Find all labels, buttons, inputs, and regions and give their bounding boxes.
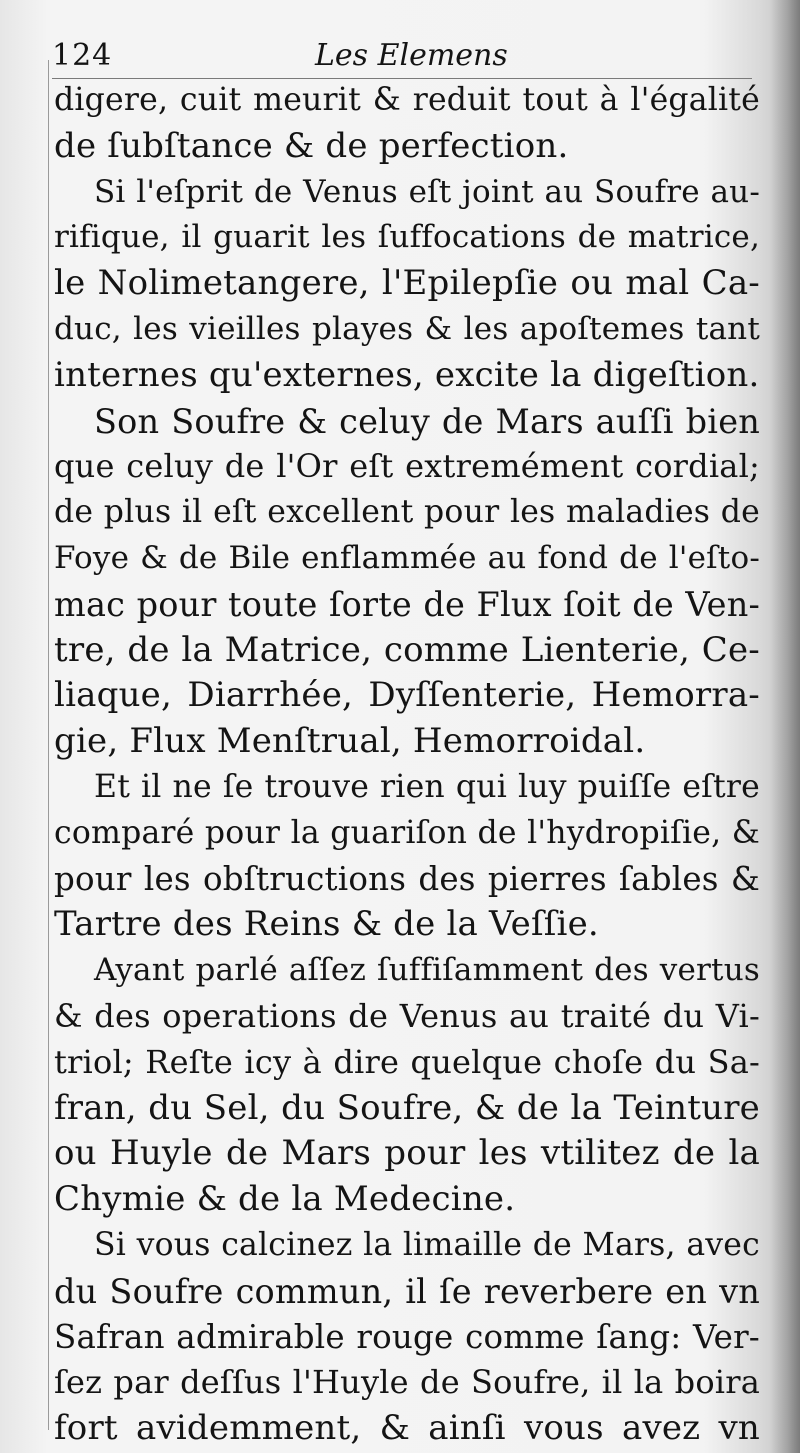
margin-rule xyxy=(48,60,49,1430)
text-line: pour les obſtructions des pierres ſables & xyxy=(54,859,760,898)
text-line: Ayant parlé aſſez ſuffiſamment des vertus xyxy=(94,952,760,989)
text-line: Chymie & de la Medecine. xyxy=(54,1179,516,1220)
text-line: tre, de la Matrice, comme Lienterie, Ce- xyxy=(54,629,760,670)
text-line: duc, les vieilles playes & les apoſtemes tant xyxy=(54,310,760,347)
text-line: ſez par deſſus l'Huyle de Soufre, il la boira xyxy=(54,1363,760,1402)
text-line: le Nolimetangere, l'Epilepſie ou mal Ca- xyxy=(54,263,760,304)
text-line: fran, du Sel, du Soufre, & de la Teinture xyxy=(54,1087,760,1128)
text-line: triol; Reſte icy à dire quelque choſe du Sa- xyxy=(54,1042,760,1081)
text-line: du Soufre commun, il ſe reverbere en vn xyxy=(54,1271,760,1311)
text-line: liaque, Diarrhée, Dyſſenterie, Hemorra- xyxy=(54,675,760,716)
text-line: ou Huyle de Mars pour les vtilitez de la xyxy=(54,1133,760,1174)
text-line: comparé pour la guariſon de l'hydropiſie, & xyxy=(54,814,760,851)
text-line: Foye & de Bile enflammée au fond de l'eſto- xyxy=(54,539,760,576)
gutter-shadow xyxy=(770,0,800,1453)
text-line: Tartre des Reins & de la Veſſie. xyxy=(54,904,599,945)
text-line: Et il ne ſe trouve rien qui luy puiſſe eſtre xyxy=(94,768,760,805)
text-line: Si l'eſprit de Venus eſt joint au Soufre au- xyxy=(94,173,760,210)
running-title: Les Elemens xyxy=(315,38,508,73)
text-line: mac pour toute ſorte de Flux ſoit de Ven- xyxy=(54,584,760,624)
text-line: digere, cuit meurit & reduit tout à l'égalité xyxy=(54,82,760,118)
text-line: gie, Flux Menſtrual, Hemorroidal. xyxy=(54,721,646,762)
text-line: & des operations de Venus au traité du Vi- xyxy=(54,996,760,1035)
text-line: de ſubſtance & de perfection. xyxy=(54,125,569,166)
running-head xyxy=(52,30,762,80)
text-line: que celuy de l'Or eſt extremément cordial; xyxy=(54,447,760,486)
text-line: Safran admirable rouge comme ſang: Ver- xyxy=(54,1317,760,1356)
body-text xyxy=(54,78,760,1452)
text-line: rifique, il guarit les ſuffocations de matrice, xyxy=(54,219,760,256)
text-line: Son Soufre & celuy de Mars auſſi bien xyxy=(94,401,760,441)
page-number: 124 xyxy=(52,38,113,73)
text-line: de plus il eſt excellent pour les maladies de xyxy=(54,494,760,531)
text-line: Si vous calcinez la limaille de Mars, avec xyxy=(94,1226,760,1263)
text-line: internes qu'externes, excite la digeſtion. xyxy=(54,354,760,395)
text-line: fort avidemment, & ainſi vous avez vn xyxy=(54,1408,760,1449)
